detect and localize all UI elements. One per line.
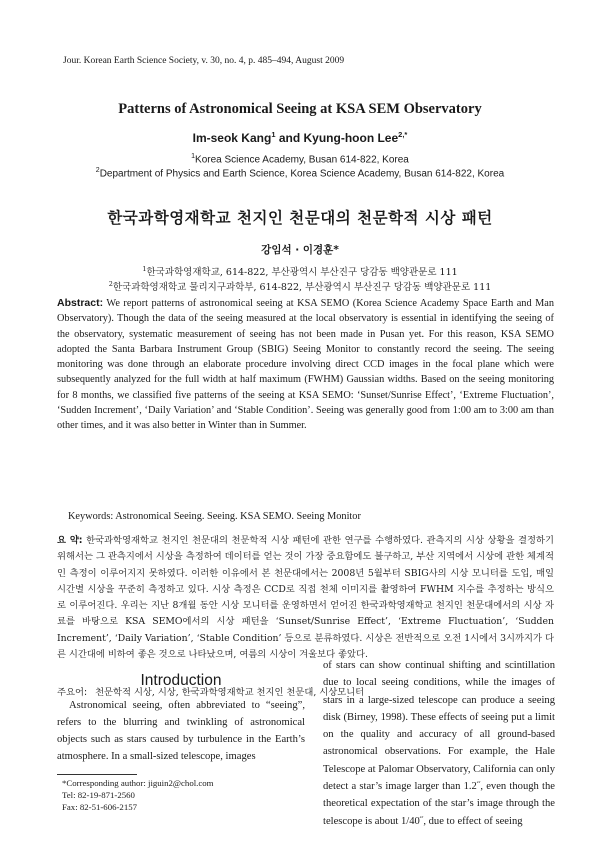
affiliation-sup: 2 <box>95 167 100 174</box>
journal-citation: Jour. Korean Earth Science Society, v. 30, no. 4, p. 485–494, August 2009 <box>63 56 345 66</box>
korean-keywords-text: 천문학적 시상, 시상, 한국과학영재학교 천지인 천문대, 시상모니터 <box>95 687 365 698</box>
korean-authors: 강임석 · 이경훈* <box>261 244 339 256</box>
section-heading-introduction: Introduction <box>140 672 222 689</box>
author-name: Im-seok Kang <box>192 131 272 145</box>
paper-title: Patterns of Astronomical Seeing at KSA SEM Observatory <box>118 101 482 117</box>
korean-abstract-label: 요 약: <box>57 535 83 546</box>
author-separator: and <box>275 131 304 145</box>
affiliation-text: Department of Physics and Earth Science, Korea Science Academy, Busan 614-822, Korea <box>99 168 505 180</box>
author-sup: 1 <box>271 130 276 139</box>
affiliation <box>0 167 600 179</box>
korean-abstract <box>57 533 554 663</box>
author-sup: 2,* <box>398 130 408 139</box>
author-name: Kyung-hoon Lee <box>303 131 399 145</box>
abstract-text: We report patterns of astronomical seeing at KSA SEMO (Korea Science Academy Space Earth and Man Observatory). Though the data of the seeing measured at the local observatory is essential in identifying the seeing of the observatory, systematic measurement of seeing has not been made in Pusan yet. For this reason, KSA SEMO adopted the Santa Barbara Instrument Group (SBIG) Seeing Monitor to constantly record the seeing. The seeing monitoring was done through an elaborate procedure involving direct CCD images in the focal plane which were subsequently analyzed for the full width at half maximum (FWHM) Gaussian widths. Based on the seeing monitoring for 8 months, we classified five patterns of the seeing at KSA SEMO: ‘Sunset/Sunrise Effect’, ‘Extreme Fluctuation’, ‘Sudden Increment’, ‘Daily Variation’ and ‘Stable Condition’. Seeing was generally good from 1:00 am to 3:00 am than other times, and it was also better in Winter than in Summer. <box>57 298 554 432</box>
footnote-line: *Corresponding author: jiguin2@chol.com <box>62 778 214 788</box>
body-right-column: of stars can show continual shifting and scintillation due to local seeing conditions, while the images of stars in a large-sized telescope can produce a seeing disk (Birney, 1998). These effects of seeing put a limit on the quality and accuracy of all ground-based astronomical observations. For example, the Hale Telescope at Palomar Observatory, California can only detect a star’s image larger than 1.2˝, even though the theoretical expectation of the star’s image through the telescope is about 1/40˝, due to effect of seeing <box>323 660 555 827</box>
korean-abstract-text: 한국과학영재학교 천지인 천문대의 천문학적 시상 패턴에 관한 연구를 수행하였다. 관측지의 시상 상황을 결정하기 위해서는 그 관측지에서 시상을 측정하여 데이터를 얻는 것이 가장 중요함에도 불구하고, 부산 지역에서 시상에 관한 체계적인 측정이 이루어지지 못하였다. 이러한 이유에서 본 천문대에서는 2008년 5월부터 SBIG사의 시상 모니터를 도입, 매일 시간별 시상을 꾸준히 측정하고 있다. 시상 측정은 CCD로 직접 천체 이미지를 촬영하여 FWHM 지수를 추정하는 방식으로 이루어진다. 우리는 지난 8개월 동안 시상 모니터를 운영하면서 얻어진 한국과학영재학교 천지인 천문대에서의 시상 자료를 바탕으로 KSA SEMO에서의 시상 패턴을 ‘Sunset/Sunrise Effect’, ‘Extreme Fluctuation’, ‘Sudden Increment’, ‘Daily Variation’, ‘Stable Condition’ 등으로 분류하였다. 시상은 전반적으로 오전 1시에서 3시까지가 다른 시간대에 비하여 좋은 것으로 나타났으며, 여름의 시상이 겨울보다 좋았다. <box>57 535 554 661</box>
footnote-divider <box>57 774 137 775</box>
affiliation-sup: 1 <box>142 264 147 273</box>
korean-title: 한국과학영재학교 천지인 천문대의 천문학적 시상 패턴 <box>107 209 493 227</box>
body-left-column: Astronomical seeing, often abbreviated to “seeing”, refers to the blurring and twinkling of astronomical objects such as stars caused by turbulence in the Earth’s atmosphere. In a small-sized telescope, images <box>57 700 305 763</box>
affiliation-text: 한국과학영재학교 물리지구과학부, 614-822, 부산광역시 부산진구 당감동 백양관문로 111 <box>112 282 492 293</box>
affiliation-text: 한국과학영재학교, 614-822, 부산광역시 부산진구 당감동 백양관문로 111 <box>146 267 458 278</box>
affiliation-sup: 2 <box>108 279 113 288</box>
footnote-line: Tel: 82-19-871-2560 <box>62 790 135 800</box>
affiliation-sup: 1 <box>191 153 196 160</box>
footnote-line: Fax: 82-51-606-2157 <box>62 802 138 812</box>
footnote <box>62 777 214 813</box>
korean-affiliation <box>0 264 600 278</box>
korean-keywords-label: 주요어: <box>57 687 88 698</box>
keywords: Keywords: Astronomical Seeing. Seeing. KSA SEMO. Seeing Monitor <box>68 511 361 522</box>
affiliation <box>0 153 600 165</box>
abstract-label: Abstract: <box>57 297 104 309</box>
abstract <box>57 296 554 434</box>
affiliation-text: Korea Science Academy, Busan 614-822, Korea <box>195 154 409 166</box>
author-list <box>0 130 600 145</box>
korean-affiliation <box>0 279 600 293</box>
